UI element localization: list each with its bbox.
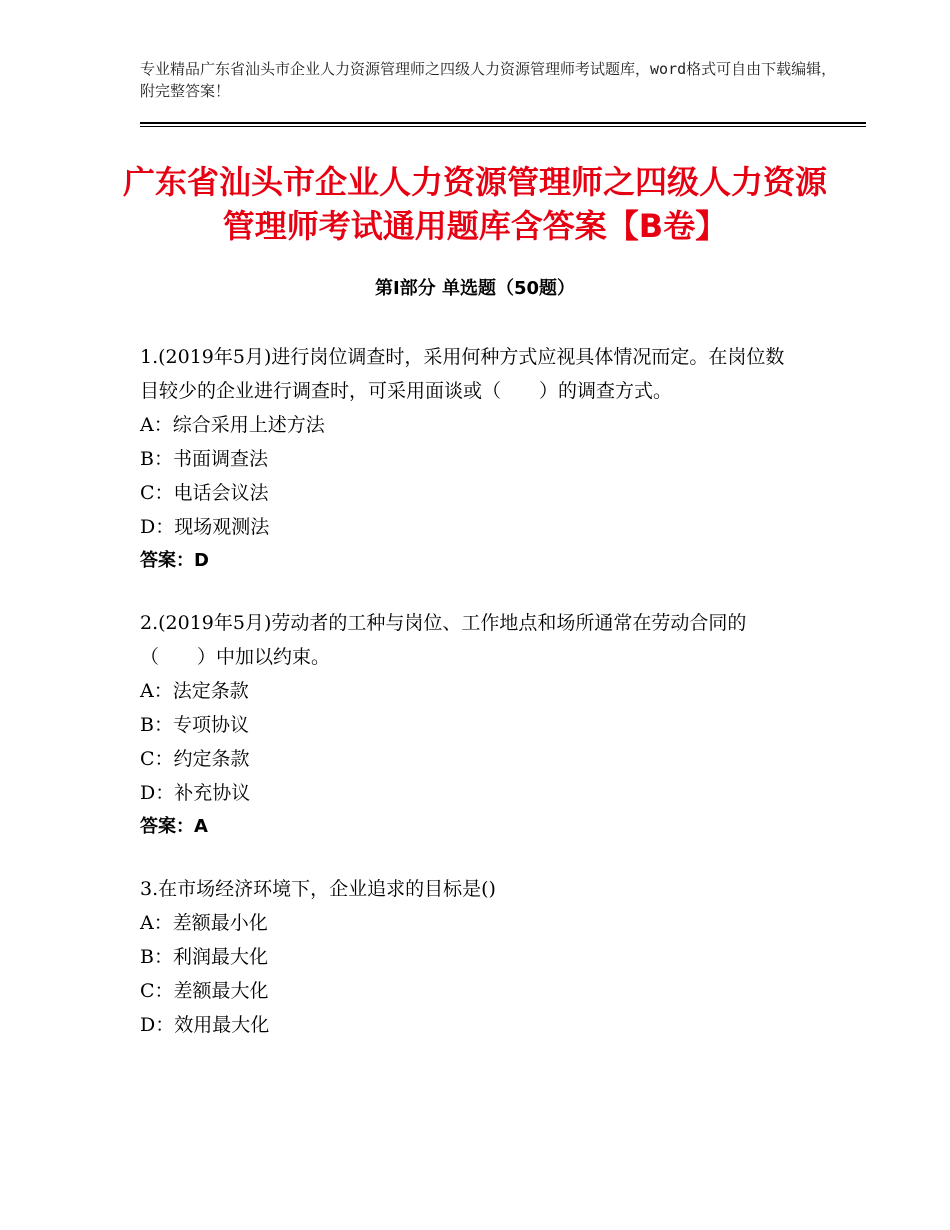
question-option-a: A：法定条款: [140, 680, 249, 702]
question-answer: 答案：D: [140, 550, 209, 571]
question-answer: 答案：A: [140, 816, 208, 837]
header-divider-thick: [140, 122, 866, 124]
question-stem: 2.(2019年5月)劳动者的工种与岗位、工作地点和场所通常在劳动合同的（ ）中加以约束。: [140, 612, 747, 668]
question-option-b: B：书面调查法: [140, 448, 268, 470]
question-stem: 1.(2019年5月)进行岗位调查时，采用何种方式应视具体情况而定。在岗位数目较少的企业进行调查时，可采用面谈或（ ）的调查方式。: [140, 346, 785, 402]
header-divider-thin: [140, 126, 866, 127]
question-option-c: C：约定条款: [140, 748, 250, 770]
question-option-a: A：综合采用上述方法: [140, 414, 325, 436]
question-option-c: C：差额最大化: [140, 980, 269, 1002]
question-1: [140, 340, 800, 578]
section-title: 第Ⅰ部分 单选题（50题）: [374, 278, 575, 299]
question-option-d: D：效用最大化: [140, 1014, 270, 1036]
question-option-a: A：差额最小化: [140, 912, 268, 934]
question-option-d: D：补充协议: [140, 782, 251, 804]
question-list: [140, 340, 800, 1070]
document-title: 广东省汕头市企业人力资源管理师之四级人力资源管理师考试通用题库含答案【B卷】: [122, 163, 827, 245]
question-option-c: C：电话会议法: [140, 482, 269, 504]
header-note: 专业精品广东省汕头市企业人力资源管理师之四级人力资源管理师考试题库，word格式可自由下载编辑，附完整答案！: [140, 60, 837, 100]
question-3: [140, 872, 800, 1042]
question-option-d: D：现场观测法: [140, 516, 270, 538]
question-stem: 3.在市场经济环境下，企业追求的目标是(): [140, 878, 496, 900]
question-2: [140, 606, 800, 844]
question-option-b: B：利润最大化: [140, 946, 268, 968]
question-option-b: B：专项协议: [140, 714, 249, 736]
